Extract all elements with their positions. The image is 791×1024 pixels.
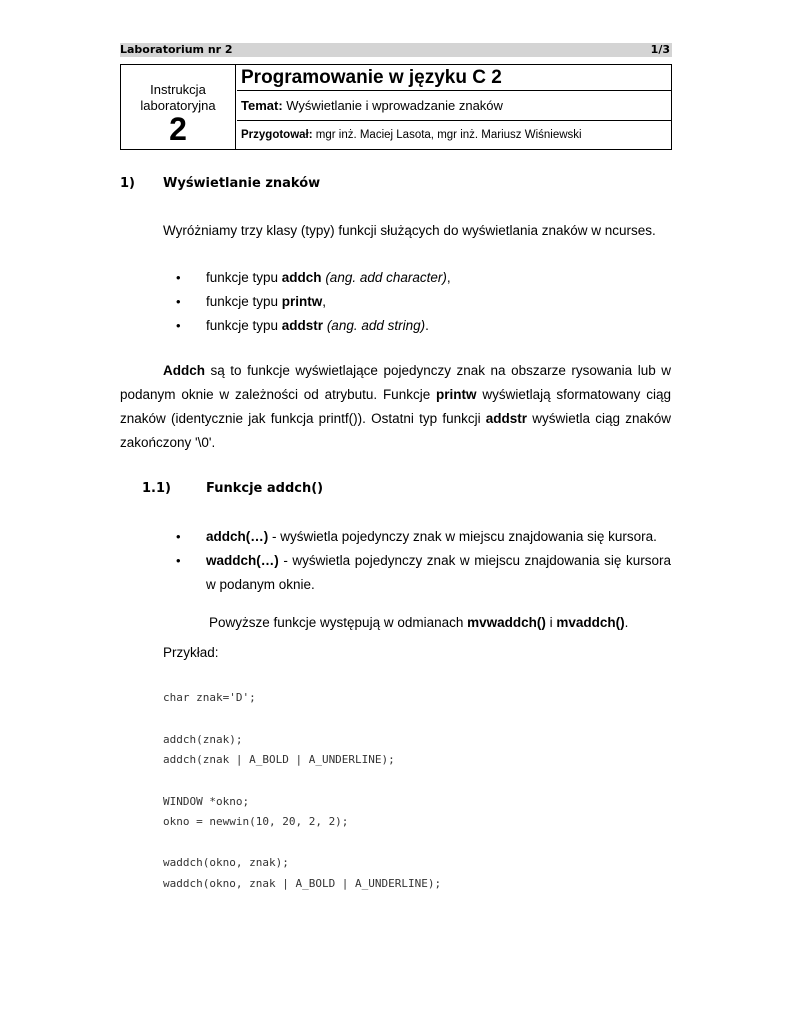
bullet-marker: • xyxy=(176,553,181,568)
section-1-1-title: Funkcje addch() xyxy=(206,481,324,496)
section-1-1-number: 1.1) xyxy=(142,481,171,496)
description-paragraph: Addch są to funkcje wyświetlające pojedynczy znak na obszarze rysowania lub w podanym oknie w zależności od atrybutu. Funkcje printw wyświetlają sformatowany ciąg znaków (identycznie jak funkcja printf()). Ostatni typ funkcji addstr wyświetla ciąg znaków zakończony '\0'. xyxy=(120,363,671,450)
code-line: addch(znak | A_BOLD | A_UNDERLINE); xyxy=(163,753,395,766)
author-value: mgr inż. Maciej Lasota, mgr inż. Mariusz Wiśniewski xyxy=(315,129,582,141)
bullet-marker: • xyxy=(176,529,181,544)
section-1-number: 1) xyxy=(120,176,135,191)
bullet-marker: • xyxy=(176,318,181,333)
example-label: Przykład: xyxy=(163,645,219,660)
instruction-type: laboratoryjna xyxy=(140,98,216,113)
instruction-label: Instrukcja xyxy=(150,82,206,97)
bullet-item-printw: funkcje typu printw, xyxy=(206,294,327,309)
author-label: Przygotował: xyxy=(241,129,313,141)
bullet-marker: • xyxy=(176,270,181,285)
bullet-marker: • xyxy=(176,294,181,309)
bullet-item-addstr: funkcje typu addstr (ang. add string). xyxy=(206,318,429,333)
topic-row xyxy=(237,92,671,121)
page-number: 1/3 xyxy=(650,43,670,56)
page-header-bar xyxy=(120,43,672,57)
section-1-title: Wyświetlanie znaków xyxy=(163,176,321,191)
header-table xyxy=(120,64,672,150)
code-line: waddch(okno, znak); xyxy=(163,856,289,869)
lab-number: Laboratorium nr 2 xyxy=(120,43,233,56)
code-line: waddch(okno, znak | A_BOLD | A_UNDERLINE); xyxy=(163,877,442,890)
author-row xyxy=(237,122,671,149)
topic-label: Temat: xyxy=(241,98,283,113)
instruction-cell xyxy=(121,65,236,149)
bullet-item-addch-desc: addch(…) - wyświetla pojedynczy znak w miejscu znajdowania się kursora. xyxy=(206,529,657,544)
code-line: addch(znak); xyxy=(163,733,243,746)
bullet-item-addch: funkcje typu addch (ang. add character), xyxy=(206,270,451,285)
intro-paragraph: Wyróżniamy trzy klasy (typy) funkcji służących do wyświetlania znaków w ncurses. xyxy=(163,223,656,238)
code-line: okno = newwin(10, 20, 2, 2); xyxy=(163,815,349,828)
bullet-item-waddch-desc: waddch(…) - wyświetla pojedynczy znak w miejscu znajdowania się kursora w podanym oknie. xyxy=(206,553,671,592)
course-title: Programowanie w języku C 2 xyxy=(237,65,671,91)
topic-value: Wyświetlanie i wprowadzanie znaków xyxy=(286,98,503,113)
instruction-number: 2 xyxy=(169,111,187,147)
variants-paragraph: Powyższe funkcje występują w odmianach mvwaddch() i mvaddch(). xyxy=(209,615,629,630)
code-line: WINDOW *okno; xyxy=(163,795,250,808)
code-line: char znak='D'; xyxy=(163,691,256,704)
